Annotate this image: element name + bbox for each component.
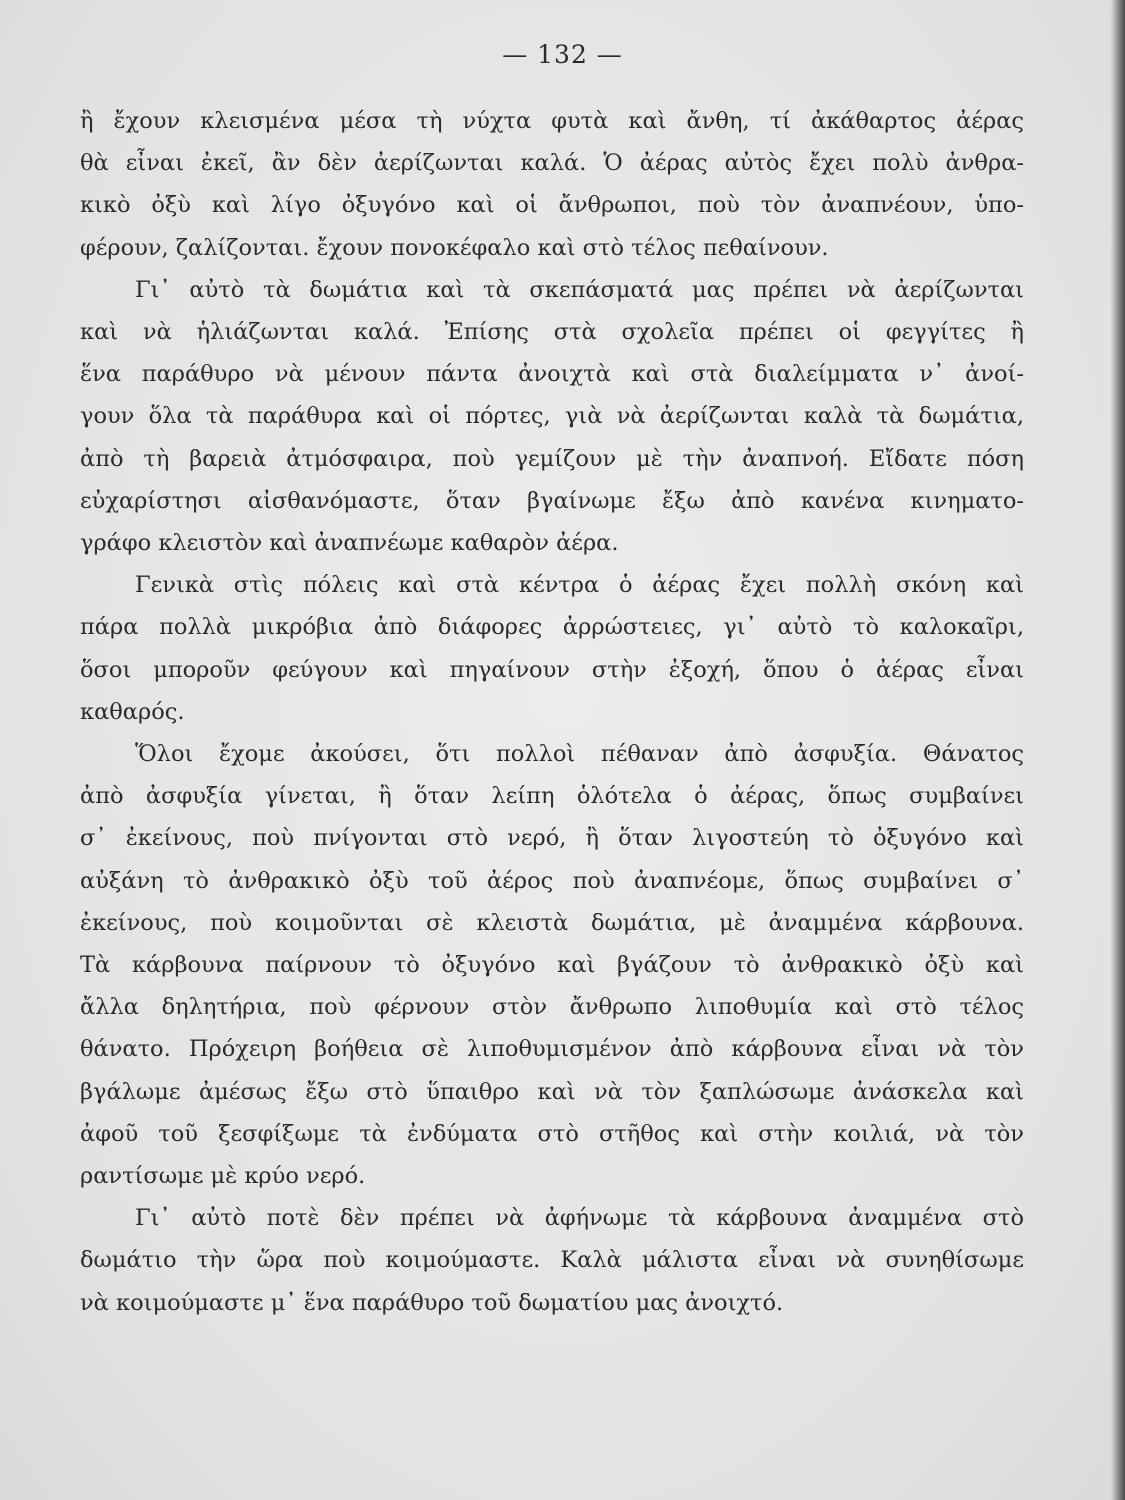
paragraph-3 — [80, 564, 1024, 733]
text-line: ἢ ἔχουν κλεισμένα μέσα τὴ νύχτα φυτὰ καὶ ἄνθη, τί ἀκάθαρτος ἀέρας — [80, 108, 1024, 134]
text-line: θάνατο. Πρόχειρη βοήθεια σὲ λιποθυμισμένον ἀπὸ κάρβουνα εἶναι νὰ τὸν — [80, 1036, 1024, 1063]
text-line: θὰ εἶναι ἐκεῖ, ἂν δὲν ἀερίζωνται καλά. Ὁ ἀέρας αὐτὸς ἔχει πολὺ ἀνθρα- — [80, 150, 1024, 177]
text-line: ἕνα παράθυρο νὰ μένουν πάντα ἀνοιχτὰ καὶ στὰ διαλείμματα ν᾿ ἀνοί- — [80, 361, 1024, 388]
text-line: Τὰ κάρβουνα παίρνουν τὸ ὀξυγόνο καὶ βγάζουν τὸ ἀνθρακικὸ ὀξὺ καὶ — [80, 952, 1024, 979]
text-line: ἀπὸ ἀσφυξία γίνεται, ἢ ὅταν λείπη ὁλότελα ὁ ἀέρας, ὅπως συμβαίνει — [80, 783, 1024, 810]
text-line: αὐξάνη τὸ ἀνθρακικὸ ὀξὺ τοῦ ἀέρος ποὺ ἀναπνέομε, ὅπως συμβαίνει σ᾿ — [80, 867, 1024, 894]
text-line: καθαρός. — [80, 698, 185, 725]
text-line: καὶ νὰ ἡλιάζωνται καλά. Ἐπίσης στὰ σχολεῖα πρέπει οἱ φεγγίτες ἢ — [80, 319, 1024, 346]
text-line: ραντίσωμε μὲ κρύο νερό. — [80, 1163, 366, 1190]
paragraph-5 — [80, 1197, 1024, 1324]
text-line: νὰ κοιμούμαστε μ᾿ ἕνα παράθυρο τοῦ δωματίου μας ἀνοιχτό. — [80, 1289, 784, 1316]
text-line: δωμάτιο τὴν ὥρα ποὺ κοιμούμαστε. Καλὰ μάλιστα εἶναι νὰ συνηθίσωμε — [80, 1247, 1024, 1274]
page-edge-shadow — [1111, 0, 1125, 1500]
text-line: γράφο κλειστὸν καὶ ἀναπνέωμε καθαρὸν ἀέρα. — [80, 530, 619, 557]
paragraph-4 — [80, 733, 1024, 1197]
text-line: πάρα πολλὰ μικρόβια ἀπὸ διάφορες ἀρρώστειες, γι᾿ αὐτὸ τὸ καλοκαῖρι, — [80, 614, 1024, 641]
text-line: ὅσοι μποροῦν φεύγουν καὶ πηγαίνουν στὴν ἐξοχή, ὅπου ὁ ἀέρας εἶναι — [80, 656, 1024, 683]
text-line: ἐκείνους, ποὺ κοιμοῦνται σὲ κλειστὰ δωμάτια, μὲ ἀναμμένα κάρβουνα. — [80, 909, 1024, 936]
text-line: γουν ὅλα τὰ παράθυρα καὶ οἱ πόρτες, γιὰ νὰ ἀερίζωνται καλὰ τὰ δωμάτια, — [80, 403, 1024, 430]
text-line: φέρουν, ζαλίζονται. ἔχουν πονοκέφαλο καὶ στὸ τέλος πεθαίνουν. — [80, 234, 829, 261]
text-line: σ᾿ ἐκείνους, ποὺ πνίγονται στὸ νερό, ἢ ὅταν λιγοστεύη τὸ ὀξυγόνο καὶ — [80, 825, 1024, 852]
text-line: ἀπὸ τὴ βαρειὰ ἀτμόσφαιρα, ποὺ γεμίζουν μὲ τὴν ἀναπνοή. Εἴδατε πόση — [80, 445, 1024, 472]
text-line: Γι᾿ αὐτὸ τὰ δωμάτια καὶ τὰ σκεπάσματά μας πρέπει νὰ ἀερίζωνται — [135, 276, 1024, 303]
text-line: βγάλωμε ἀμέσως ἔξω στὸ ὕπαιθρο καὶ νὰ τὸν ξαπλώσωμε ἀνάσκελα καὶ — [80, 1078, 1024, 1105]
paragraph-1 — [80, 100, 1024, 269]
text-line: Ὅλοι ἔχομε ἀκούσει, ὅτι πολλοὶ πέθαναν ἀπὸ ἀσφυξία. Θάνατος — [135, 741, 1024, 768]
text-line: Γενικὰ στὶς πόλεις καὶ στὰ κέντρα ὁ ἀέρας ἔχει πολλὴ σκόνη καὶ — [135, 572, 1024, 599]
text-line: εὐχαρίστησι αἰσθανόμαστε, ὅταν βγαίνωμε ἔξω ἀπὸ κανένα κινηματο- — [80, 487, 1024, 514]
paragraph-2 — [80, 269, 1024, 564]
page-number: — 132 — — [502, 40, 623, 69]
body-text — [80, 100, 1024, 1324]
text-line: ἀφοῦ τοῦ ξεσφίξωμε τὰ ἐνδύματα στὸ στῆθος καὶ στὴν κοιλιά, νὰ τὸν — [80, 1120, 1024, 1147]
text-line: κικὸ ὀξὺ καὶ λίγο ὀξυγόνο καὶ οἱ ἄνθρωποι, ποὺ τὸν ἀναπνέουν, ὑπο- — [80, 192, 1024, 219]
text-line: Γι᾿ αὐτὸ ποτὲ δὲν πρέπει νὰ ἀφήνωμε τὰ κάρβουνα ἀναμμένα στὸ — [135, 1205, 1024, 1232]
text-line: ἄλλα δηλητήρια, ποὺ φέρνουν στὸν ἄνθρωπο λιποθυμία καὶ στὸ τέλος — [80, 994, 1024, 1021]
